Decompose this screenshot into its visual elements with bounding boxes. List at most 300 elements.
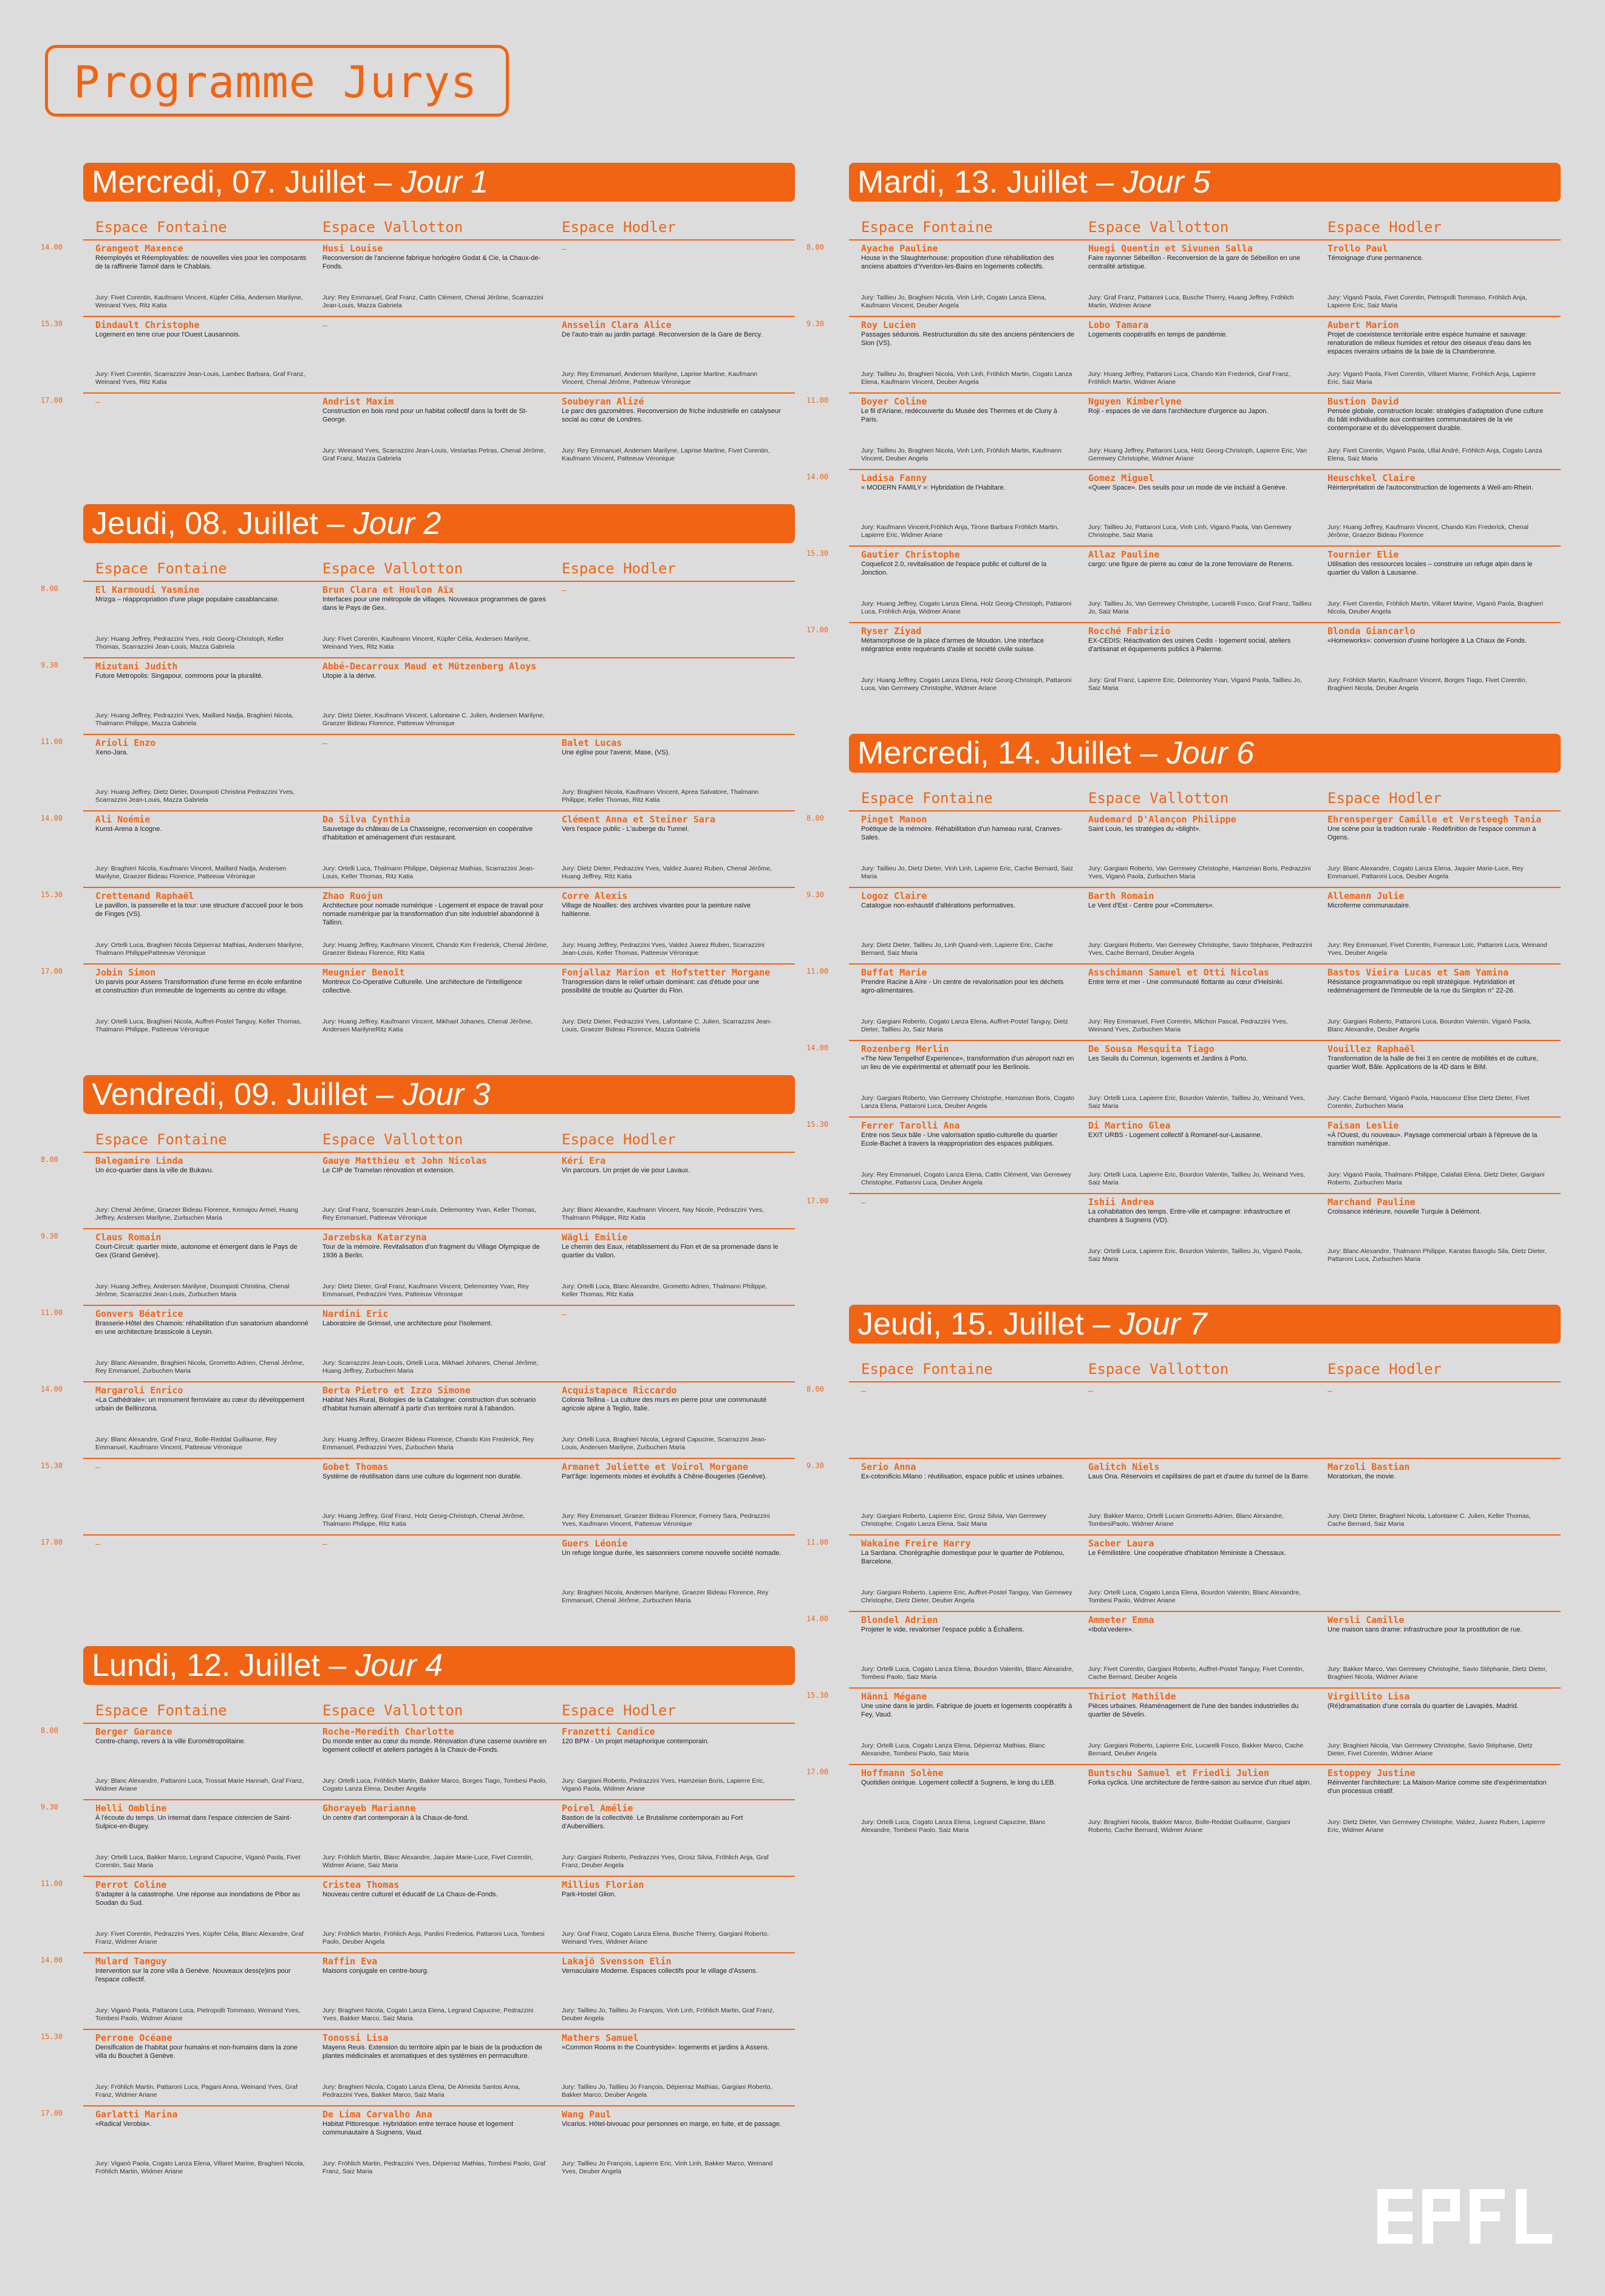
jury-list: Jury: Huang Jeffrey, Graf Franz, Holz Georg-Christoph, Chenal Jérôme, Thalmann Philippe, Ritz Katia xyxy=(322,1512,525,1528)
project-title: Vernaculaire Moderne. Espaces collectifs pour le village d'Assens. xyxy=(562,1967,758,1975)
project-title: Une église pour l'avenir, Mase, (VS). xyxy=(562,749,670,756)
space-header-row xyxy=(849,790,1561,810)
jury-list: Jury: Taillieu Jo, Braghieri Nicola, Vinh Linh, Cogato Lanza Elena, Kaufmann Vincent, Deuber Angela xyxy=(861,294,1046,309)
day-section xyxy=(41,504,795,1040)
project-title: « MODERN FAMILY »: Hybridation de l'Habitare. xyxy=(861,484,1006,491)
space-header: Espace Hodler xyxy=(562,219,676,236)
student-name: Tournier Elie xyxy=(1327,549,1399,560)
schedule-cell xyxy=(861,1120,1088,1193)
right-column xyxy=(806,163,1561,1876)
student-name: Heuschkel Claire xyxy=(1327,473,1416,483)
student-name: Millius Florian xyxy=(562,1879,644,1890)
schedule-cell xyxy=(1327,890,1561,963)
jury-list: Jury: Gargiani Roberto, Van Gerrewey Christophe, Hamzeian Boris, Pedrazzini Yves, Viganò Paola, Zurbuchen Maria xyxy=(1088,865,1311,880)
space-header: Espace Hodler xyxy=(1327,790,1442,807)
project-title: Contre-champ, revers à la ville Eurométropolitaine. xyxy=(95,1738,246,1745)
time-slot xyxy=(806,316,1561,392)
jury-list: Jury: Viganò Paola, Cogato Lanza Elena, Villaret Marine, Braghieri Nicola, Fröhlich Martin, Widmer Ariane xyxy=(95,2160,305,2175)
jury-list: Jury: Rey Emmanuel, Andersen Marilyne, Laprise Martine, Kaufmann Vincent, Chenal Jérôme, Patteeuw Véronique xyxy=(562,371,758,386)
student-name: Allemann Julie xyxy=(1327,890,1405,901)
schedule-cell xyxy=(861,1691,1088,1764)
slot-time: 14.00 xyxy=(41,814,63,822)
student-name: Zhao Ruojun xyxy=(322,890,383,901)
schedule-cell xyxy=(322,890,562,963)
schedule-cell xyxy=(1088,396,1327,469)
student-name: Armanet Juliette et Voirol Morgane xyxy=(562,1461,749,1472)
jury-list: Jury: Dietz Dieter, Kaufmann Vincent, Lafontaine C. Julien, Andersen Marilyne, Graezer Bideau Florence, Patteeuw Véronique xyxy=(322,712,545,727)
time-slot xyxy=(806,1534,1561,1611)
jury-list: Jury: Dietz Dieter, Graf Franz, Kaufmann Vincent, Delemontey Yvan, Rey Emmanuel, Pedrazzini Yves, Patteeuw Véronique xyxy=(322,1283,529,1298)
jury-list: Jury: Viganò Paola, Fivet Corentin, Villaret Marine, Fröhlich Anja, Lapierre Eric, Saiz Maria xyxy=(1327,371,1536,386)
jury-list: Jury: Huang Jeffrey, Pedrazzini Yves, Holz Georg-Christoph, Keller Thomas, Scarrazzini Jean-Louis, Mazza Gabriela xyxy=(95,635,284,651)
schedule-cell xyxy=(861,890,1088,963)
schedule-cell xyxy=(322,243,562,316)
student-name: Sacher Laura xyxy=(1088,1538,1154,1549)
space-header: Espace Vallotton xyxy=(322,1131,463,1148)
project-title: Le CIP de Tramelan rénovation et extension. xyxy=(322,1167,455,1174)
student-name: Ansselin Clara Alice xyxy=(562,319,672,330)
time-slot xyxy=(806,1764,1561,1840)
project-title: Témoignage d'une permanence. xyxy=(1327,255,1424,262)
student-name: Virgillito Lisa xyxy=(1327,1691,1410,1702)
project-title: Mayens Reuis. Extension du territoire alpin par le biais de la production de plantes médicinales et aromatiques et des systèmes en permaculture. xyxy=(322,2044,542,2060)
schedule-cell xyxy=(95,2032,322,2105)
student-name: De Sousa Mesquita Tiago xyxy=(1088,1044,1215,1054)
student-name: Di Martino Glea xyxy=(1088,1120,1171,1131)
project-title: Laboratoire de Grimsel, une architecture pour l'isolement. xyxy=(322,1320,492,1327)
student-name: Claus Romain xyxy=(95,1232,162,1243)
time-slot xyxy=(806,392,1561,469)
schedule-cell xyxy=(322,1155,562,1228)
schedule-cell xyxy=(1327,1120,1561,1193)
jury-list: Jury: Rey Emmanuel, Graezer Bideau Florence, Fornery Sara, Pedrazzini Yves, Kaufmann Vincent, Patteeuw Véronique xyxy=(562,1512,770,1528)
project-title: Court-Circuit: quartier mixte, autonome et émergent dans le Pays de Gex (Grand Genève). xyxy=(95,1243,298,1259)
time-slot xyxy=(806,810,1561,887)
schedule-cell xyxy=(95,890,322,963)
schedule-cell xyxy=(861,626,1088,699)
student-name: Pinget Manon xyxy=(861,814,927,825)
jury-list: Jury: Taillieu Jo, Taillieu Jo François, Dépierraz Mathias, Gargiani Roberto, Bakker Marco, Deuber Angela xyxy=(562,2083,772,2099)
day-header xyxy=(849,1305,1561,1344)
schedule-cell xyxy=(95,1956,322,2029)
day-header xyxy=(849,734,1561,773)
jury-list: Jury: Ortelli Luca, Braghieri Nicola, Auffret-Postel Tanguy, Keller Thomas, Thalmann Philippe, Patteeuw Véronique xyxy=(95,1018,302,1033)
student-name: Berger Garance xyxy=(95,1726,172,1737)
slot-time: 17.00 xyxy=(41,2109,63,2117)
space-header-row xyxy=(83,1131,795,1152)
schedule-cell xyxy=(95,1308,322,1381)
jury-list: Jury: Ortelli Luca, Lapierre Eric, Bourdon Valentin, Taillieu Jo, Weinand Yves, Saiz Maria xyxy=(1088,1171,1305,1186)
jury-list: Jury: Huang Jeffrey, Graezer Bideau Florence, Chando Kim Frederick, Rey Emmanuel, Pedrazzini Yves, Zurbuchen Maria xyxy=(322,1436,534,1451)
time-slot xyxy=(41,887,795,963)
jury-list: Jury: Chenal Jérôme, Graezer Bideau Florence, Kemajou Armel, Huang Jeffrey, Andersen Marilyne, Zurbuchen Maria xyxy=(95,1206,298,1221)
student-name: Buffat Marie xyxy=(861,967,927,978)
student-name: Perrone Océane xyxy=(95,2032,172,2043)
project-title: De l'auto-train au jardin partagé. Reconversion de la Gare de Bercy. xyxy=(562,331,763,338)
day-date: Jeudi, 15. Juillet – xyxy=(857,1307,1111,1342)
jury-list: Jury: Blanc Alexandre, Braghieri Nicola, Grometto Adrien, Chenal Jérôme, Rey Emmanuel, Zurbuchen Maria xyxy=(95,1359,304,1375)
time-slot xyxy=(41,734,795,810)
project-title: Architecture pour nomade numérique - Logement et espace de travail pour nomade numérique par la transformation d'un site industriel abandonné à Tallinn. xyxy=(322,902,544,926)
jury-list: Jury: Fivet Corentin, Pedrazzini Yves, Küpfer Célia, Blanc Alexandre, Graf Franz, Widmer Ariane xyxy=(95,1930,304,1946)
student-name: Gobet Thomas xyxy=(322,1461,389,1472)
student-name: Marzoli Bastian xyxy=(1327,1461,1410,1472)
project-title: «Common Rooms in the Countryside»: logements et jardins à Assens. xyxy=(562,2044,769,2051)
jury-list: Jury: Blanc Alexandre, Thalmann Philippe, Karatas Basoglu Sila, Dietz Dieter, Pattaroni Luca, Zurbuchen Maria xyxy=(1327,1248,1547,1263)
schedule-cell xyxy=(1327,1614,1561,1687)
schedule-cell xyxy=(562,1803,795,1876)
jury-list: Jury: Huang Jeffrey, Dietz Dieter, Doumpioti Christina Pedrazzini Yves, Scarrazzini Jean-Louis, Mazza Gabriela xyxy=(95,788,295,804)
project-title: Un centre d'art contemporain à la Chaux-de-fond. xyxy=(322,1814,469,1822)
student-name: Mizutani Judith xyxy=(95,661,178,672)
jury-list: Jury: Fröhlich Martin, Pattaroni Luca, Pagani Anna, Weinand Yves, Graf Franz, Widmer Ariane xyxy=(95,2083,298,2099)
space-header: Espace Fontaine xyxy=(95,1702,227,1719)
student-name: Rocché Fabrizio xyxy=(1088,626,1171,637)
schedule-cell xyxy=(95,319,322,392)
jury-list: Jury: Gargiani Roberto, Lapierre Eric, Auffret-Postel Tanguy, Van Gerrewey Christophe, Dietz Dieter, Deuber Angela xyxy=(861,1589,1072,1604)
time-slot xyxy=(806,1040,1561,1116)
project-title: Utilisation des ressources locales – construire un refuge alpin dans le quartier du Vallon à Lausanne. xyxy=(1327,561,1533,576)
project-title: Projeter le vide, revaloriser l'espace public à Échallens. xyxy=(861,1626,1024,1633)
day-header xyxy=(83,504,795,543)
time-slot xyxy=(41,2105,795,2182)
student-name: Kéri Era xyxy=(562,1155,606,1166)
day-section xyxy=(41,1075,795,1611)
student-name: Cristea Thomas xyxy=(322,1879,400,1890)
project-title: Vin parcours. Un projet de vie pour Lavaux. xyxy=(562,1167,690,1174)
time-slot xyxy=(806,545,1561,622)
jury-list: Jury: Braghieri Nicola, Bakker Marco, Bolle-Reddat Guillaume, Gargiani Roberto, Cache Bernard, Widmer Ariane xyxy=(1088,1819,1290,1834)
project-title: «Queer Space». Des seuils pour un mode de vie incluisf à Genève. xyxy=(1088,484,1287,491)
slot-time: 8.00 xyxy=(41,1726,58,1735)
project-title: Sauvetage du château de La Chasseigne, reconversion en coopérative d'habitation et aménagement d'un restaurant. xyxy=(322,825,533,841)
space-header: Espace Fontaine xyxy=(95,1131,227,1148)
jury-list: Jury: Ortelli Luca, Fröhlich Martin, Bakker Marco, Borges Tiago, Tombesi Paolo, Cogato Lanza Elena, Deuber Angela xyxy=(322,1777,547,1792)
student-name: El Karmoudi Yasmine xyxy=(95,584,200,595)
student-name: Ladisa Fanny xyxy=(861,473,927,483)
schedule-cell xyxy=(322,1956,562,2029)
project-title: Réinterprétation de l'autoconstruction de logements à Weil-am-Rhein. xyxy=(1327,484,1533,491)
schedule-cell xyxy=(95,1385,322,1458)
schedule-cell xyxy=(562,1461,795,1534)
day-number: Jour 5 xyxy=(1122,165,1210,200)
schedule-cell xyxy=(322,814,562,887)
jury-list: Jury: Huang Jeffrey, Cogato Lanza Elena, Holz Georg-Christoph, Pattaroni Luca, Fröhlich Anja, Widmer Ariane xyxy=(861,600,1072,615)
jury-list: Jury: Fröhlich Martin, Blanc Alexandre, Jaquier Marie-Luce, Fivet Corentin, Widmer Ariane, Saiz Maria xyxy=(322,1854,533,1869)
project-title: Reconversion de l'ancienne fabrique horlogère Godat & Cie, la Chaux-de-Fonds. xyxy=(322,255,541,270)
epfl-logo xyxy=(1377,2189,1559,2244)
student-name: Nardini Eric xyxy=(322,1308,389,1319)
slot-time: 9.30 xyxy=(41,1232,58,1240)
day-date: Mercredi, 07. Juillet – xyxy=(92,165,392,200)
student-name: Clément Anna et Steiner Sara xyxy=(562,814,715,825)
student-name: Blondel Adrien xyxy=(861,1614,938,1625)
project-title: Interfaces pour une métropole de villages. Nouveaux programmes de gares dans le Pays de Gex. xyxy=(322,596,547,612)
time-slot xyxy=(806,622,1561,699)
schedule-cell xyxy=(322,1803,562,1876)
slot-time: 11.00 xyxy=(806,396,829,405)
slot-time: 14.00 xyxy=(806,473,829,481)
schedule-cell xyxy=(322,396,562,469)
jury-list: Jury: Braghieri Nicola, Andersen Marilyne, Graezer Bideau Florence, Rey Emmanuel, Chenal Jérôme, Zurbuchen Maria xyxy=(562,1589,769,1604)
jury-list: Jury: Huang Jeffrey, Pedrazzini Yves, Valdez Juarez Ruben, Scarrazzini Jean-Louis, Keller Thomas, Patteeuw Véronique xyxy=(562,941,765,957)
project-title: «Ibola'vedere». xyxy=(1088,1626,1134,1633)
empty-slot-dash: – xyxy=(95,1539,100,1548)
time-slot xyxy=(41,392,795,469)
schedule-cell xyxy=(562,584,795,657)
schedule-cell xyxy=(1327,967,1561,1040)
project-title: Maisons conjugale en centre-bourg. xyxy=(322,1967,429,1975)
time-slot xyxy=(41,810,795,887)
schedule-cell xyxy=(1088,626,1327,699)
jury-list: Jury: Rey Emmanuel, Fivet Corentin, Fumeaux Loïc, Pattaroni Luca, Weinand Yves, Deuber Angela xyxy=(1327,941,1547,957)
space-header-row xyxy=(83,560,795,581)
student-name: Poirel Amélie xyxy=(562,1803,633,1814)
schedule-cell xyxy=(861,814,1088,887)
day-number: Jour 7 xyxy=(1119,1307,1207,1342)
project-title: House in the Slaughterhouse: proposition d'une réhabilitation des anciens abattoirs d'Yverdon-les-Bains en logements collectifs. xyxy=(861,255,1054,270)
jury-list: Jury: Graf Franz, Cogato Lanza Elena, Busche Thierry, Gargiani Roberto, Weinand Yves, Widmer Ariane xyxy=(562,1930,769,1946)
space-header: Espace Hodler xyxy=(562,1702,676,1719)
student-name: Crettenand Raphaël xyxy=(95,890,194,901)
jury-list: Jury: Ortelli Luca, Thalmann Philippe, Dépierraz Mathias, Scarrazzini Jean-Louis, Keller Thomas, Ritz Katia xyxy=(322,865,535,880)
schedule-cell xyxy=(861,396,1088,469)
schedule-cell xyxy=(95,1232,322,1305)
time-slot xyxy=(806,1193,1561,1269)
schedule-cell xyxy=(1327,1385,1561,1458)
day-number: Jour 6 xyxy=(1166,736,1255,771)
schedule-cell xyxy=(1088,473,1327,545)
space-header: Espace Hodler xyxy=(1327,219,1442,236)
jury-list: Jury: Gargiani Roberto, Pattaroni Luca, Bourdon Valentin, Viganò Paola, Blanc Alexandre, Deuber Angela xyxy=(1327,1018,1532,1033)
student-name: Asschimann Samuel et Otti Nicolas xyxy=(1088,967,1270,978)
jury-list: Jury: Braghieri Nicola, Van Gerrewey Christophe, Savio Stéphanie, Dietz Dieter, Fivet Corentin, Widmer Ariane xyxy=(1327,1742,1533,1757)
slot-time: 8.00 xyxy=(41,1155,58,1164)
schedule-cell xyxy=(562,2109,795,2182)
student-name: Meugnier Benoît xyxy=(322,967,405,978)
student-name: Ehrensperger Camille et Versteegh Tania xyxy=(1327,814,1542,825)
project-title: Prendre Racine à Aïre - Un centre de revalorisation pour les déchets agro-alimentaires. xyxy=(861,979,1064,994)
space-header: Espace Vallotton xyxy=(1088,219,1229,236)
schedule-cell xyxy=(95,1461,322,1534)
slot-time: 17.00 xyxy=(41,967,63,975)
student-name: Mulard Tanguy xyxy=(95,1956,167,1967)
project-title: Système de réutilisation dans une culture du logement non durable. xyxy=(322,1473,522,1480)
project-title: «Homeworks»: conversion d'usine horlogère à La Chaux de Fonds. xyxy=(1327,637,1527,644)
schedule-cell xyxy=(322,1232,562,1305)
day-header xyxy=(83,1646,795,1685)
student-name: Ammeter Emma xyxy=(1088,1614,1154,1625)
jury-list: Jury: Graf Franz, Pattaroni Luca, Busche Thierry, Huang Jeffrey, Fröhlich Martin, Widmer Ariane xyxy=(1088,294,1294,309)
project-title: Kunst-Arena à Icogne. xyxy=(95,825,162,833)
jury-list: Jury: Gargiani Roberto, Lapierre Eric, Grosz Silvia, Van Gerrewey Christophe, Cogato Lanza Elena, Saiz Maria xyxy=(861,1512,1047,1528)
time-slot xyxy=(41,657,795,734)
project-title: Nouveau centre culturel et éducatif de La Chaux-de-Fonds. xyxy=(322,1891,498,1898)
jury-list: Jury: Huang Jeffrey, Andersen Marilyne, Doumpioti Christina, Chenal Jérôme, Scarrazzini Jean-Louis, Zurbuchen Maria xyxy=(95,1283,290,1298)
jury-list: Jury: Cache Bernard, Viganò Paola, Hauscoeur Elise Dietz Dieter, Fivet Corentin, Zurbuchen Maria xyxy=(1327,1095,1530,1110)
jury-list: Jury: Rey Emmanuel, Graf Franz, Cattin Clément, Chenal Jérôme, Scarrazzini Jean-Louis, Mazza Gabriela xyxy=(322,294,544,309)
schedule-cell xyxy=(562,1155,795,1228)
empty-slot-dash: – xyxy=(322,320,327,330)
jury-list: Jury: Bakker Marco, Van Gerrewey Christophe, Savio Stéphanie, Dietz Dieter, Braghieri Nicola, Widmer Ariane xyxy=(1327,1666,1547,1681)
student-name: Allaz Pauline xyxy=(1088,549,1160,560)
project-title: Logement en terre crue pour l'Ouest Lausannois. xyxy=(95,331,240,338)
jury-list: Jury: Dietz Dieter, Braghieri Nicola, Lafontaine C. Julien, Keller Thomas, Cache Bernard, Saiz Maria xyxy=(1327,1512,1531,1528)
empty-slot-dash: – xyxy=(861,1385,866,1395)
schedule-cell xyxy=(861,243,1088,316)
day-section xyxy=(41,163,795,469)
schedule-cell xyxy=(95,1879,322,1952)
space-header-row xyxy=(83,1702,795,1723)
jury-list: Jury: Huang Jeffrey, Kaufmann Vincent, Mikhael Johanes, Chenal Jérôme, Andersen MarilyneRitz Katia xyxy=(322,1018,533,1033)
project-title: (Ré)dramatisation d'une corrala du quartier de Lavapiés, Madrid. xyxy=(1327,1703,1519,1710)
schedule-cell xyxy=(562,1385,795,1458)
student-name: Ayache Pauline xyxy=(861,243,938,254)
student-name: Grangeot Maxence xyxy=(95,243,183,254)
schedule-cell xyxy=(1327,1197,1561,1269)
slot-time: 14.00 xyxy=(806,1614,829,1623)
schedule-cell xyxy=(322,1726,562,1799)
empty-slot-dash: – xyxy=(95,1462,100,1472)
schedule-cell xyxy=(1327,1461,1561,1534)
project-title: Vers l'espace public - L'auberge du Tunnel. xyxy=(562,825,689,833)
schedule-cell xyxy=(1088,1691,1327,1764)
student-name: Perrot Coline xyxy=(95,1879,167,1890)
project-title: À l'écoute du temps. Un internat dans l'espace cistercien de Saint-Sulpice-en-Bugey. xyxy=(95,1814,291,1830)
student-name: Roche-Meredith Charlotte xyxy=(322,1726,454,1737)
space-header: Espace Hodler xyxy=(562,1131,676,1148)
slot-time: 17.00 xyxy=(806,1197,829,1205)
schedule-cell xyxy=(562,1879,795,1952)
day-section xyxy=(806,163,1561,699)
jury-list: Jury: Kaufmann Vincent,Fröhlich Anja, Tirone Barbara Fröhlich Martin, Lapierre Eric, Widmer Ariane xyxy=(861,524,1059,539)
schedule-cell xyxy=(95,814,322,887)
student-name: Mathers Samuel xyxy=(562,2032,639,2043)
student-name: Logoz Claire xyxy=(861,890,927,901)
space-header: Espace Fontaine xyxy=(95,219,227,236)
project-title: Entre terre et mer - Une communauté flottante au cœur d'Helsinki. xyxy=(1088,979,1284,986)
time-slot xyxy=(806,1116,1561,1193)
student-name: Fonjallaz Marion et Hofstetter Morgane xyxy=(562,967,771,978)
project-title: Tour de la mémoire. Revitalisation d'un fragment du Village Olympique de 1936 à Berlin. xyxy=(322,1243,540,1259)
student-name: Thiriot Mathilde xyxy=(1088,1691,1176,1702)
schedule-cell xyxy=(1327,319,1561,392)
jury-list: Jury: Fivet Corentin, Scarrazzini Jean-Louis, Lambec Barbara, Graf Franz, Weinand Yves, Ritz Katia xyxy=(95,371,305,386)
student-name: Balet Lucas xyxy=(562,737,622,748)
empty-slot-dash: – xyxy=(562,585,567,595)
schedule-cell xyxy=(322,319,562,392)
time-slot xyxy=(41,1228,795,1305)
student-name: Raffin Eva xyxy=(322,1956,378,1967)
schedule-cell xyxy=(1088,319,1327,392)
space-header: Espace Vallotton xyxy=(1088,1361,1229,1378)
slot-time: 14.00 xyxy=(41,1956,63,1964)
slot-time: 8.00 xyxy=(806,1385,824,1393)
project-title: Future Metropolis: Singapour, commons pour la pluralité. xyxy=(95,672,264,680)
space-header-row xyxy=(83,219,795,239)
project-title: Réemployés et Réemployables: de nouvelles vies pour les composants de la raffinerie Tamoil dans le Chablais. xyxy=(95,255,307,270)
schedule-cell xyxy=(562,1726,795,1799)
space-header-row xyxy=(849,219,1561,239)
schedule-cell xyxy=(1327,1691,1561,1764)
jury-list: Jury: Fröhlich Martin, Kaufmann Vincent, Borges Tiago, Fivet Corentin, Braghieri Nicola, Deuber Angela xyxy=(1327,677,1527,692)
day-header xyxy=(83,1075,795,1114)
schedule-cell xyxy=(1088,814,1327,887)
schedule-cell xyxy=(861,1044,1088,1116)
student-name: Garlatti Marina xyxy=(95,2109,178,2120)
jury-list: Jury: Bakker Marco, Ortelli Lucam Grometto Adrien, Blanc Alexandre, TombesiPaolo, Widmer Ariane xyxy=(1088,1512,1284,1528)
student-name: Boyer Coline xyxy=(861,396,927,407)
project-title: Du monde entier au cœur du monde. Rénovation d'une caserne ouvrière en logement collectif et ateliers partagés à la Chaux-de-Fonds. xyxy=(322,1738,547,1754)
student-name: Corre Alexis xyxy=(562,890,628,901)
schedule-cell xyxy=(1088,1385,1327,1458)
schedule-cell xyxy=(95,1726,322,1799)
jury-list: Jury: Taillieu Jo, Braghieri Nicola, Vinh Linh, Fröhlich Martin, Kaufmann Vincent, Deuber Angela xyxy=(861,447,1061,462)
schedule-cell xyxy=(562,1538,795,1611)
jury-list: Jury: Weinand Yves, Scarrazzini Jean-Louis, Vestartas Petras, Chenal Jérôme, Graf Franz, Mazza Gabriela xyxy=(322,447,546,462)
jury-list: Jury: Ortelli Luca, Cogato Lanza Elena, Dépierraz Mathias, Blanc Alexandre, Tombesi Paolo, Saiz Maria xyxy=(861,1742,1045,1757)
time-slot xyxy=(41,581,795,657)
student-name: Ferrer Tarolli Ana xyxy=(861,1120,960,1131)
jury-list: Jury: Ortelli Luca, Lapierre Eric, Bourdon Valentin, Taillieu Jo, Viganò Paola, Saiz Maria xyxy=(1088,1248,1303,1263)
student-name: Guers Léonie xyxy=(562,1538,628,1549)
schedule-cell xyxy=(95,737,322,810)
slot-time: 9.30 xyxy=(41,1803,58,1811)
empty-slot-dash: – xyxy=(95,397,100,406)
project-title: Pièces urbaines. Réaménagement de l'une des bandes industrielles du quartier de Sévelin. xyxy=(1088,1703,1299,1718)
jury-list: Jury: Taillieu Jo, Pattaroni Luca, Vinh Linh, Viganò Paola, Van Gerrewey Christophe, Saiz Maria xyxy=(1088,524,1292,539)
schedule-cell xyxy=(95,584,322,657)
schedule-cell xyxy=(95,1155,322,1228)
student-name: Margaroli Enrico xyxy=(95,1385,183,1396)
schedule-cell xyxy=(861,1385,1088,1458)
student-name: Jarzebska Katarzyna xyxy=(322,1232,427,1243)
project-title: Un parvis pour Assens Transformation d'une ferme en école enfantine et construction d'un immeuble de logements au centre du village. xyxy=(95,979,302,994)
schedule-cell xyxy=(861,1197,1088,1269)
project-title: Utopie à la dérive. xyxy=(322,672,377,680)
schedule-cell xyxy=(1327,1044,1561,1116)
project-title: Park-Hostel Glion. xyxy=(562,1891,616,1898)
schedule-cell xyxy=(861,1538,1088,1611)
schedule-cell xyxy=(1327,473,1561,545)
jury-list: Jury: Rey Emmanuel, Fivet Corentin, Mlichon Pascal, Pedrazzini Yves, Weinand Yves, Zurbuchen Maria xyxy=(1088,1018,1288,1033)
jury-list: Jury: Huang Jeffrey, Cogato Lanza Elena, Holz Georg-Christoph, Pattaroni Luca, Van Gerrewey Christophe, Widmer Ariane xyxy=(861,677,1072,692)
space-header: Espace Fontaine xyxy=(861,219,993,236)
day-date: Vendredi, 09. Juillet – xyxy=(92,1077,394,1112)
jury-list: Jury: Huang Jeffrey, Kaufmann Vincent, Chando Kim Frederick, Chenal Jérôme, Graezer Bideau Florence, Ritz Katia xyxy=(322,941,548,957)
space-header: Espace Fontaine xyxy=(95,560,227,577)
schedule-cell xyxy=(1088,1768,1327,1840)
schedule-cell xyxy=(562,396,795,469)
student-name: Gautier Christophe xyxy=(861,549,960,560)
slot-time: 11.00 xyxy=(41,737,63,746)
student-name: Balegamire Linda xyxy=(95,1155,183,1166)
jury-list: Jury: Blanc Alexandre, Kaufmann Vincent, Nay Nicole, Pedrazzini Yves, Thalmann Philippe, Ritz Katia xyxy=(562,1206,764,1221)
student-name: Huegi Quentin et Sivunen Salla xyxy=(1088,243,1253,254)
student-name: Barth Romain xyxy=(1088,890,1154,901)
schedule-cell xyxy=(562,1232,795,1305)
time-slot xyxy=(41,1381,795,1458)
project-title: «The New Tempelhof Experience», transformation d'un aéroport nazi en un lieu de vie expérimental et alternatif pour les Berlinois. xyxy=(861,1055,1074,1071)
time-slot xyxy=(41,1723,795,1799)
space-header: Espace Fontaine xyxy=(861,1361,993,1378)
jury-list: Jury: Taillieu Jo, Braghieri Nicola, Vinh Linh, Fröhlich Martin, Cogato Lanza Elena, Kaufmann Vincent, Deuber Angela xyxy=(861,371,1072,386)
schedule-cell xyxy=(861,1614,1088,1687)
project-title: Saint Louis, les stratégies du «blight». xyxy=(1088,825,1201,833)
student-name: Andrist Maxim xyxy=(322,396,394,407)
student-name: Ryser Ziyad xyxy=(861,626,922,637)
student-name: Brun Clara et Houlon Aïx xyxy=(322,584,454,595)
